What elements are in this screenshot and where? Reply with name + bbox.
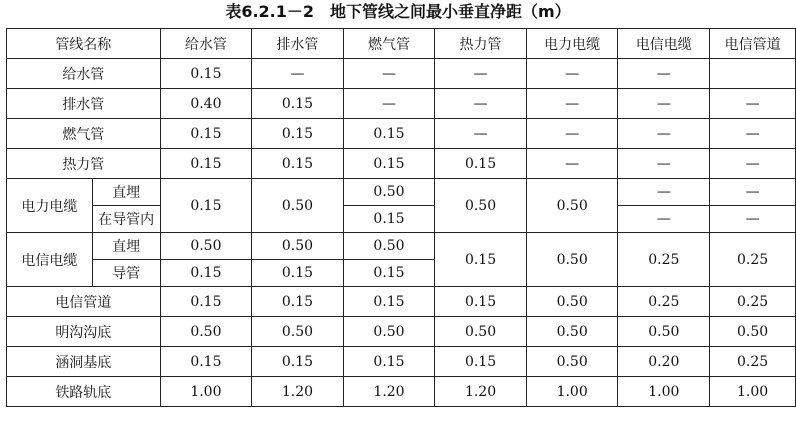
table-cell: —	[710, 119, 796, 149]
table-cell: —	[343, 89, 435, 119]
table-cell: 0.50	[618, 317, 710, 347]
table-cell: 0.25	[710, 287, 796, 317]
table-cell: 0.15	[435, 347, 527, 377]
header-cell: 电信电缆	[618, 29, 710, 59]
table-title: 表6.2.1－2 地下管线之间最小垂直净距（m）	[225, 2, 571, 21]
row-sublabel: 直埋	[92, 179, 160, 206]
table-cell: 0.50	[435, 317, 527, 347]
table-cell: 0.20	[618, 347, 710, 377]
table-cell: 0.15	[343, 287, 435, 317]
table-cell: 0.15	[343, 260, 435, 287]
table-cell: 1.20	[252, 377, 344, 407]
table-cell: 0.15	[160, 287, 252, 317]
table-cell: 0.25	[710, 233, 796, 287]
table-cell: 0.50	[160, 233, 252, 260]
row-label: 热力管	[7, 149, 161, 179]
table-cell: —	[618, 89, 710, 119]
table-cell: 0.15	[435, 287, 527, 317]
header-cell: 电力电缆	[526, 29, 618, 59]
table-cell: 0.15	[160, 347, 252, 377]
row-sublabel: 直埋	[92, 233, 160, 260]
table-cell: 1.00	[160, 377, 252, 407]
table-cell: —	[618, 59, 710, 89]
table-row	[7, 89, 796, 119]
table-cell: 0.50	[710, 317, 796, 347]
table-cell: 1.20	[435, 377, 527, 407]
row-label: 涵洞基底	[7, 347, 161, 377]
table-cell: 0.50	[526, 317, 618, 347]
table-cell: 0.15	[435, 149, 527, 179]
table-cell: —	[710, 179, 796, 206]
row-label: 给水管	[7, 59, 161, 89]
table-cell: —	[526, 59, 618, 89]
table-cell: 1.00	[710, 377, 796, 407]
table-cell: 1.00	[526, 377, 618, 407]
table-cell: 1.00	[618, 377, 710, 407]
table-cell: —	[252, 59, 344, 89]
table-cell: 0.25	[618, 287, 710, 317]
table-cell: 0.50	[252, 233, 344, 260]
table-cell: 0.50	[343, 179, 435, 206]
table-row	[7, 119, 796, 149]
table-row	[7, 347, 796, 377]
header-cell: 管线名称	[7, 29, 161, 59]
row-sublabel: 导管	[92, 260, 160, 287]
table-cell: 0.15	[252, 89, 344, 119]
row-label: 排水管	[7, 89, 161, 119]
table-cell: 0.50	[252, 179, 344, 233]
table-cell: 0.50	[343, 233, 435, 260]
table-cell: 0.15	[252, 287, 344, 317]
table-cell: 0.50	[252, 317, 344, 347]
table-cell: 0.15	[160, 59, 252, 89]
table-cell: —	[526, 149, 618, 179]
table-row	[7, 233, 796, 260]
header-cell: 给水管	[160, 29, 252, 59]
row-label: 电信管道	[7, 287, 161, 317]
header-cell: 燃气管	[343, 29, 435, 59]
table-row	[7, 179, 796, 206]
row-label: 电信电缆	[7, 233, 93, 287]
table-cell: 0.15	[160, 179, 252, 233]
table-cell: —	[710, 149, 796, 179]
table-cell: 0.15	[252, 149, 344, 179]
row-label: 铁路轨底	[7, 377, 161, 407]
table-row	[7, 377, 796, 407]
table-cell: 0.15	[343, 206, 435, 233]
table-cell: —	[526, 89, 618, 119]
table-cell: —	[343, 59, 435, 89]
header-cell: 排水管	[252, 29, 344, 59]
row-label: 燃气管	[7, 119, 161, 149]
table-cell: 0.50	[343, 317, 435, 347]
table-cell: 0.15	[160, 149, 252, 179]
table-cell: 0.50	[435, 179, 527, 233]
table-cell: —	[618, 206, 710, 233]
table-cell: 0.25	[710, 347, 796, 377]
header-cell: 电信管道	[710, 29, 796, 59]
table-cell: 0.40	[160, 89, 252, 119]
table-cell: 0.15	[252, 347, 344, 377]
header-cell: 热力管	[435, 29, 527, 59]
table-cell: 0.15	[343, 347, 435, 377]
row-label: 明沟沟底	[7, 317, 161, 347]
table-cell: —	[435, 119, 527, 149]
table-cell: 0.15	[252, 119, 344, 149]
header-row	[7, 29, 796, 59]
table-cell: —	[710, 206, 796, 233]
table-cell: —	[435, 59, 527, 89]
table-cell: 0.15	[160, 119, 252, 149]
table-row	[7, 149, 796, 179]
table-cell: 0.50	[526, 347, 618, 377]
table-cell: 0.15	[343, 149, 435, 179]
table-cell: 0.50	[160, 317, 252, 347]
row-label: 电力电缆	[7, 179, 93, 233]
table-row	[7, 206, 796, 233]
table-cell: 0.50	[526, 287, 618, 317]
table-cell: 0.50	[526, 179, 618, 233]
table-cell: 0.25	[618, 233, 710, 287]
table-cell: —	[435, 89, 527, 119]
table-row	[7, 317, 796, 347]
table-cell: —	[618, 179, 710, 206]
table-cell: 0.15	[435, 233, 527, 287]
row-sublabel: 在导管内	[92, 206, 160, 233]
table-row	[7, 59, 796, 89]
table-cell: 0.15	[343, 119, 435, 149]
table-cell: 1.20	[343, 377, 435, 407]
table-cell	[710, 59, 796, 89]
table-cell: —	[526, 119, 618, 149]
table-cell: 0.15	[160, 260, 252, 287]
table-cell: —	[618, 149, 710, 179]
table-cell: —	[710, 89, 796, 119]
table-cell: 0.50	[526, 233, 618, 287]
table-cell: 0.15	[252, 260, 344, 287]
table-cell: —	[618, 119, 710, 149]
table-row	[7, 287, 796, 317]
clearance-table	[6, 28, 796, 407]
